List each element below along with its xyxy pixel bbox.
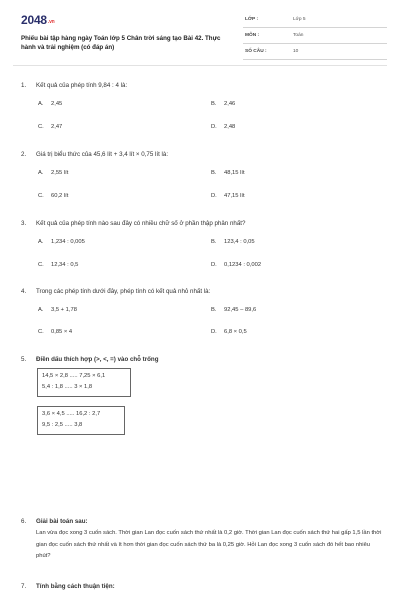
- problem-paragraph: Lan vừa đọc xong 3 cuốn sách. Thời gian Lan đọc cuốn sách thứ nhất là 0,2 giờ. Thời gian Lan đọc cuốn sách thứ hai gấp 1,5 lần thời gian đọc cuốn sách thứ nhất và ít hơn thời gian đọc cuốn sách thứ ba là 0,25 giờ. Hỏi Lan đọc xong 3 cuốn sách đó hết bao nhiêu phút?: [36, 530, 382, 559]
- meta-value: 10: [293, 49, 299, 54]
- option-value: 60,2 lít: [51, 193, 69, 199]
- option-letter: B.: [211, 307, 217, 313]
- option-value: 2,47: [51, 124, 63, 130]
- option-letter: B.: [211, 239, 217, 245]
- question-text: Tính bằng cách thuận tiện:: [36, 583, 115, 590]
- question-text: Trong các phép tính dưới đây, phép tính có kết quả nhỏ nhất là:: [36, 288, 211, 295]
- question-text: Giải bài toán sau:: [36, 518, 88, 525]
- comparison-line: 9,5 : 2,5 ..... 3,8: [42, 422, 83, 428]
- comparison-box-1: [37, 368, 131, 397]
- option-letter: C.: [38, 329, 44, 335]
- meta-row-subject: [243, 29, 387, 44]
- option-value: 1,234 : 0,005: [51, 239, 85, 245]
- question-text: Giá trị biểu thức của 45,6 lít + 3,4 lít × 0,75 lít là:: [36, 151, 169, 158]
- option-letter: C.: [38, 193, 44, 199]
- question-number: 6.: [21, 518, 27, 525]
- option-letter: A.: [38, 307, 44, 313]
- option-letter: D.: [211, 193, 217, 199]
- option-letter: C.: [38, 124, 44, 130]
- question-number: 3.: [21, 220, 27, 227]
- question-text: Kết quả của phép tính 9,84 : 4 là:: [36, 82, 128, 89]
- question-text: Kết quả của phép tính nào sau đây có nhiều chữ số ở phần thập phân nhất?: [36, 220, 246, 227]
- option-value: 6,8 × 0,5: [224, 329, 247, 335]
- option-letter: D.: [211, 329, 217, 335]
- logo-main-text: 2048: [21, 13, 47, 27]
- question-number: 1.: [21, 82, 27, 89]
- meta-label: MÔN :: [245, 33, 260, 38]
- option-value: 48,15 lít: [224, 170, 245, 176]
- comparison-line: 5,4 : 1,8 ..... 3 × 1,8: [42, 384, 93, 390]
- option-value: 2,46: [224, 101, 236, 107]
- option-letter: B.: [211, 101, 217, 107]
- option-letter: A.: [38, 101, 44, 107]
- comparison-box-2: [37, 406, 125, 435]
- question-number: 4.: [21, 288, 27, 295]
- comparison-line: 14,5 × 2,8 ..... 7,25 × 6,1: [42, 373, 106, 379]
- option-letter: A.: [38, 170, 44, 176]
- meta-value: Toán: [293, 33, 304, 38]
- option-value: 2,45: [51, 101, 63, 107]
- option-letter: D.: [211, 124, 217, 130]
- meta-label: LỚP :: [245, 17, 259, 22]
- meta-row-class: [243, 13, 387, 28]
- worksheet-meta: [243, 13, 387, 61]
- question-number: 7.: [21, 583, 27, 590]
- worksheet-title: Phiếu bài tập hàng ngày Toán lớp 5 Chân trời sáng tạo Bài 42. Thực hành và trải nghiệm (có đáp án): [21, 35, 221, 51]
- option-value: 12,34 : 0,5: [51, 262, 79, 268]
- meta-row-count: [243, 45, 387, 60]
- option-value: 47,15 lít: [224, 193, 245, 199]
- question-number: 5.: [21, 356, 27, 363]
- option-value: 2,48: [224, 124, 236, 130]
- option-value: 2,55 lít: [51, 170, 69, 176]
- option-value: 0,85 × 4: [51, 329, 73, 335]
- option-letter: C.: [38, 262, 44, 268]
- worksheet-header: [13, 10, 387, 66]
- logo-suffix-text: .vn: [47, 19, 55, 25]
- meta-value: Lớp 5: [293, 17, 306, 22]
- meta-label: SỐ CÂU :: [245, 49, 267, 54]
- comparison-line: 3,6 × 4,5 ..... 16,2 : 2,7: [42, 411, 101, 417]
- question-text: Điền dấu thích hợp (>, <, =) vào chỗ trống: [36, 356, 159, 363]
- option-value: 0,1234 : 0,002: [224, 262, 262, 268]
- option-letter: A.: [38, 239, 44, 245]
- option-value: 3,5 + 1,78: [51, 307, 77, 313]
- option-value: 92,45 – 89,6: [224, 307, 257, 313]
- site-logo[interactable]: [21, 13, 55, 27]
- question-number: 2.: [21, 151, 27, 158]
- option-value: 123,4 : 0,05: [224, 239, 255, 245]
- option-letter: B.: [211, 170, 217, 176]
- option-letter: D.: [211, 262, 217, 268]
